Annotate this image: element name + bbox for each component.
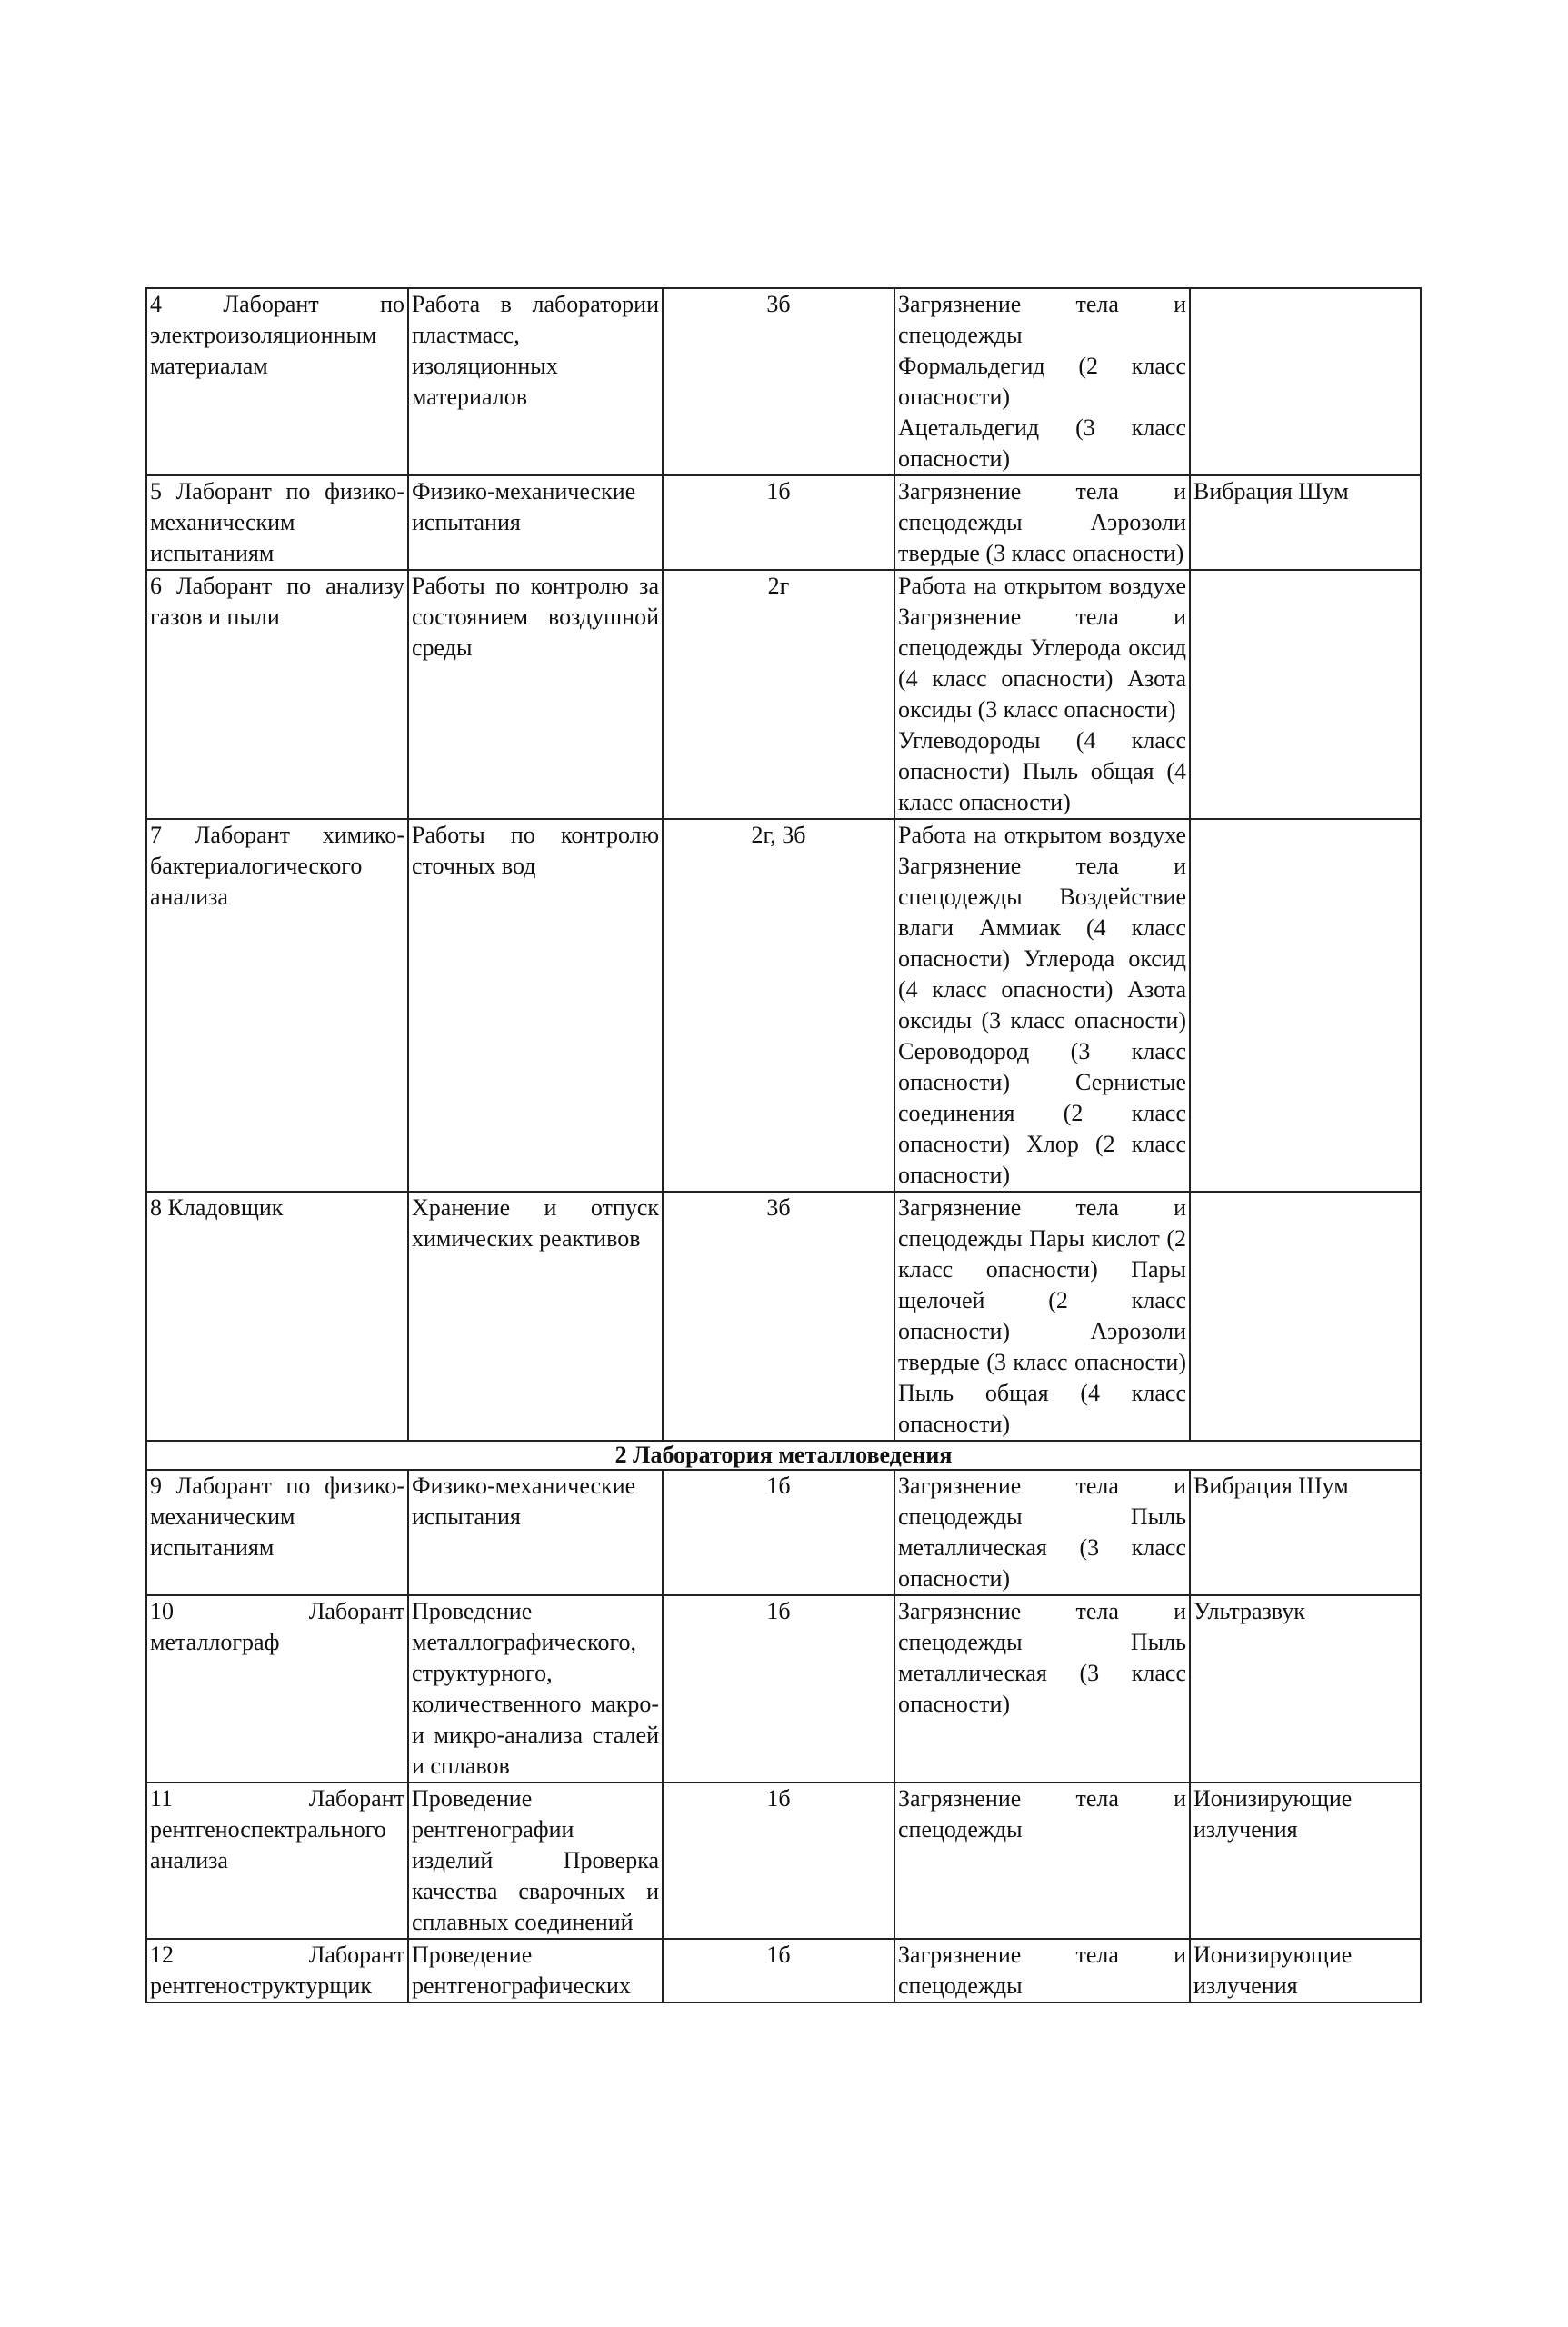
section-title: 2 Лаборатория металловедения: [146, 1441, 1421, 1470]
factor-line: Формальдегид (2 класс опасности): [898, 353, 1186, 410]
work-cell: Проведение рентгенографии изделий Проверка качества сварочных и сплавных соединений: [408, 1783, 663, 1939]
other-factors-cell: [1190, 819, 1421, 1192]
work-cell: Работа в лаборатории пластмасс, изоляционных материалов: [408, 288, 663, 475]
other-factors-cell: Вибрация Шум: [1190, 1470, 1421, 1595]
hazard-table: [145, 287, 1422, 2003]
code-cell: 2г, 3б: [663, 819, 894, 1192]
profession-cell: 6 Лаборант по анализу газов и пыли: [146, 570, 408, 819]
factor-line: Ацетальдегид (3 класс опасности): [898, 414, 1186, 472]
factors-cell: [894, 1595, 1190, 1783]
work-cell: Проведение металлографического, структурного, количественного макро- и микро-анализа сталей и сплавов: [408, 1595, 663, 1783]
code-cell: 1б: [663, 1783, 894, 1939]
profession-cell: 7 Лаборант химико-бактериалогического анализа: [146, 819, 408, 1192]
other-factors-cell: [1190, 288, 1421, 475]
factor-line: Углеводороды (4 класс опасности) Пыль общая (4 класс опасности): [898, 727, 1186, 815]
factors-cell: [894, 819, 1190, 1192]
other-factors-cell: Ультразвук: [1190, 1595, 1421, 1783]
profession-cell: 4 Лаборант по электроизоляционным материалам: [146, 288, 408, 475]
factor-line: Загрязнение тела и спецодежды Аэрозоли твердые (3 класс опасности): [898, 478, 1186, 566]
profession-cell: 9 Лаборант по физико-механическим испытаниям: [146, 1470, 408, 1595]
profession-cell: 11 Лаборант рентгеноспектрального анализа: [146, 1783, 408, 1939]
work-cell: Работы по контролю сточных вод: [408, 819, 663, 1192]
other-factors-cell: [1190, 1192, 1421, 1441]
table-body: [146, 288, 1421, 2002]
factor-line: Работа на открытом воздухе Загрязнение тела и спецодежды Углерода оксид (4 класс опасности) Азота оксиды (3 класс опасности): [898, 573, 1186, 723]
table-row: [146, 288, 1421, 475]
table-row: [146, 1192, 1421, 1441]
profession-cell: 12 Лаборант рентгеноструктурщик: [146, 1939, 408, 2002]
code-cell: 3б: [663, 288, 894, 475]
section-row: [146, 1441, 1421, 1470]
code-cell: 3б: [663, 1192, 894, 1441]
table-row: [146, 819, 1421, 1192]
code-cell: 2г: [663, 570, 894, 819]
table-row: [146, 1783, 1421, 1939]
factor-line: Работа на открытом воздухе Загрязнение тела и спецодежды Воздействие влаги Аммиак (4 класс опасности) Углерода оксид (4 класс опасности) Азота оксиды (3 класс опасности) Сероводород (3 класс опасности) Сернистые соединения (2 класс опасности) Хлор (2 класс опасности): [898, 822, 1186, 1188]
factors-cell: [894, 1470, 1190, 1595]
profession-cell: 8 Кладовщик: [146, 1192, 408, 1441]
code-cell: 1б: [663, 1939, 894, 2002]
work-cell: Физико-механические испытания: [408, 475, 663, 570]
factors-cell: [894, 1939, 1190, 2002]
factors-cell: [894, 1783, 1190, 1939]
factor-line: Загрязнение тела и спецодежды: [898, 1942, 1186, 1999]
other-factors-cell: Ионизирующие излучения: [1190, 1939, 1421, 2002]
table-row: [146, 1939, 1421, 2002]
work-cell: Проведение рентгенографических: [408, 1939, 663, 2002]
profession-cell: 5 Лаборант по физико-механическим испытаниям: [146, 475, 408, 570]
factors-cell: [894, 475, 1190, 570]
other-factors-cell: [1190, 570, 1421, 819]
factor-line: Загрязнение тела и спецодежды Пары кислот (2 класс опасности) Пары щелочей (2 класс опасности) Аэрозоли твердые (3 класс опасности) Пыль общая (4 класс опасности): [898, 1194, 1186, 1437]
factors-cell: [894, 570, 1190, 819]
other-factors-cell: Вибрация Шум: [1190, 475, 1421, 570]
code-cell: 1б: [663, 1595, 894, 1783]
code-cell: 1б: [663, 475, 894, 570]
factors-cell: [894, 1192, 1190, 1441]
factor-line: Загрязнение тела и спецодежды Пыль металлическая (3 класс опасности): [898, 1598, 1186, 1717]
table-row: [146, 1470, 1421, 1595]
factor-line: Загрязнение тела и спецодежды: [898, 1785, 1186, 1843]
profession-cell: 10 Лаборант металлограф: [146, 1595, 408, 1783]
factor-line: Загрязнение тела и спецодежды Пыль металлическая (3 класс опасности): [898, 1473, 1186, 1592]
table-row: [146, 475, 1421, 570]
code-cell: 1б: [663, 1470, 894, 1595]
work-cell: Работы по контролю за состоянием воздушной среды: [408, 570, 663, 819]
table-row: [146, 1595, 1421, 1783]
factor-line: Загрязнение тела и спецодежды: [898, 291, 1186, 348]
work-cell: Физико-механические испытания: [408, 1470, 663, 1595]
factors-cell: [894, 288, 1190, 475]
other-factors-cell: Ионизирующие излучения: [1190, 1783, 1421, 1939]
work-cell: Хранение и отпуск химических реактивов: [408, 1192, 663, 1441]
table-row: [146, 570, 1421, 819]
